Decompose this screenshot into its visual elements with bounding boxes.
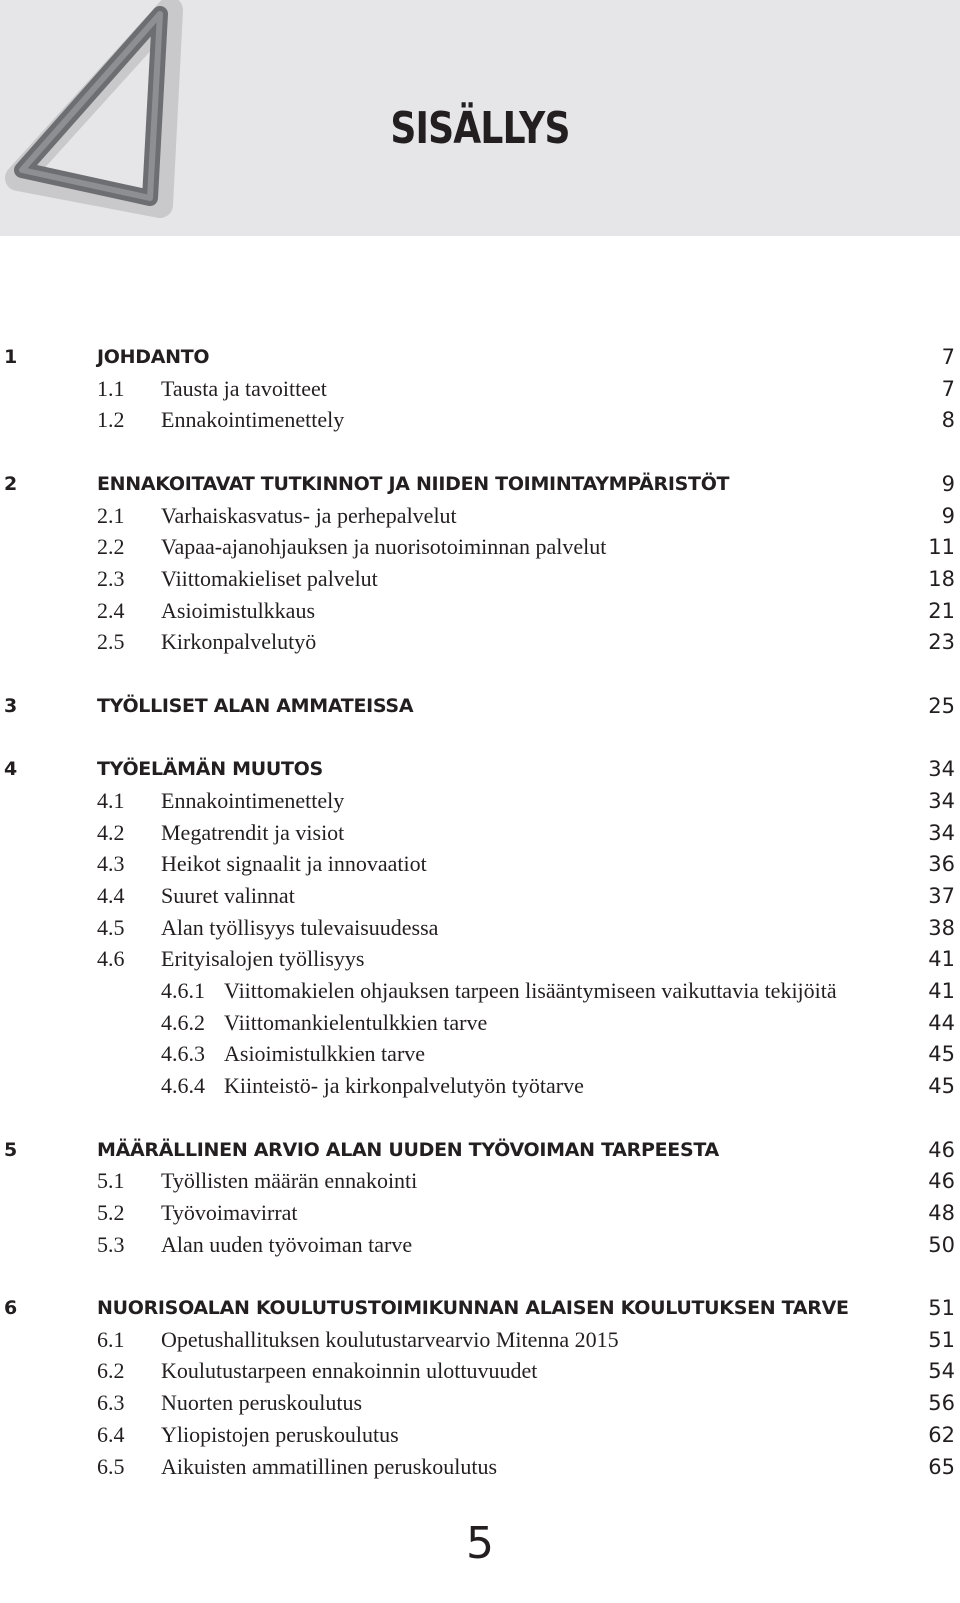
toc-entry-number: 3 bbox=[4, 694, 18, 717]
toc-entry-page: 8 bbox=[941, 408, 955, 433]
toc-entry-number: 4.2 bbox=[97, 819, 125, 845]
toc-entry-number: 4.4 bbox=[97, 882, 125, 908]
toc-entry-page: 34 bbox=[928, 820, 955, 845]
toc-entry-title: Viittomakielen ohjauksen tarpeen lisääntymiseen vaikuttavia tekijöitä bbox=[224, 978, 837, 1003]
toc-entry-number: 5.2 bbox=[97, 1199, 125, 1225]
toc-entry-title: Alan uuden työvoiman tarve bbox=[161, 1231, 413, 1257]
toc-sub-row bbox=[0, 975, 960, 1007]
toc-sec-row bbox=[0, 1451, 960, 1483]
toc-entry-page: 25 bbox=[928, 693, 955, 718]
toc-entry-title: TYÖELÄMÄN MUUTOS bbox=[97, 758, 323, 781]
toc-sec-row bbox=[0, 531, 960, 563]
toc-entry-title: Koulutustarpeen ennakoinnin ulottuvuudet bbox=[161, 1358, 538, 1384]
toc-ch-row bbox=[0, 1134, 960, 1166]
toc-entry-page: 50 bbox=[928, 1232, 955, 1257]
toc-entry-number: 4.6.1 bbox=[161, 978, 205, 1003]
toc-ch-row bbox=[0, 753, 960, 785]
toc-entry-title: Ennakointimenettely bbox=[161, 407, 345, 433]
toc-entry-page: 23 bbox=[928, 630, 955, 655]
toc-entry-page: 9 bbox=[941, 503, 955, 528]
toc-sec-row bbox=[0, 848, 960, 880]
toc-entry-title: Megatrendit ja visiot bbox=[161, 819, 345, 845]
toc-entry-page: 9 bbox=[941, 471, 955, 496]
toc-entry-title: Asioimistulkkien tarve bbox=[224, 1041, 426, 1067]
toc-entry-number: 1 bbox=[4, 346, 18, 368]
toc-sec-row bbox=[0, 500, 960, 532]
toc-entry-page: 41 bbox=[928, 979, 955, 1003]
toc-ch-row bbox=[0, 690, 960, 722]
toc-entry-title: Viittomakieliset palvelut bbox=[161, 565, 378, 591]
toc-entry-page: 46 bbox=[928, 1169, 955, 1194]
toc-entry-title: Varhaiskasvatus- ja perhepalvelut bbox=[161, 502, 457, 528]
toc-entry-title: Työllisten määrän ennakointi bbox=[161, 1168, 418, 1194]
toc-entry-number: 5.1 bbox=[97, 1168, 125, 1194]
toc-entry-number: 1.1 bbox=[97, 375, 125, 401]
toc-sub-row bbox=[0, 1070, 960, 1102]
toc-entry-number: 1.2 bbox=[97, 407, 125, 433]
toc-entry-page: 21 bbox=[928, 598, 955, 623]
toc-entry-number: 6.5 bbox=[97, 1453, 125, 1479]
toc-entry-title: Kirkonpalvelutyö bbox=[161, 629, 317, 655]
toc-entry-number: 2.5 bbox=[97, 629, 125, 655]
toc-entry-page: 36 bbox=[928, 852, 955, 877]
toc-sec-row bbox=[0, 563, 960, 595]
toc-entry-title: Asioimistulkkaus bbox=[161, 597, 316, 623]
toc-entry-number: 6.2 bbox=[97, 1358, 125, 1384]
toc-entry-title: Suuret valinnat bbox=[161, 882, 295, 908]
toc-entry-title: Ennakointimenettely bbox=[161, 787, 345, 813]
toc-entry-number: 4.1 bbox=[97, 787, 125, 813]
toc-entry-page: 62 bbox=[928, 1422, 955, 1447]
toc-entry-number: 2.2 bbox=[97, 534, 125, 560]
toc-entry-title: MÄÄRÄLLINEN ARVIO ALAN UUDEN TYÖVOIMAN TARPEESTA bbox=[97, 1138, 719, 1161]
toc-entry-number: 6 bbox=[4, 1297, 18, 1319]
toc-entry-title: Opetushallituksen koulutustarvearvio Mitenna 2015 bbox=[161, 1326, 619, 1352]
toc-entry-page: 37 bbox=[928, 883, 955, 908]
toc-entry-title: TYÖLLISET ALAN AMMATEISSA bbox=[97, 694, 414, 717]
toc-sec-row bbox=[0, 817, 960, 849]
toc-entry-title: JOHDANTO bbox=[97, 346, 210, 368]
toc-entry-page: 51 bbox=[928, 1327, 955, 1352]
toc-entry-page: 56 bbox=[928, 1391, 955, 1416]
toc-sub-row bbox=[0, 1038, 960, 1070]
toc-entry-page: 48 bbox=[928, 1200, 955, 1225]
toc-entry-page: 7 bbox=[941, 345, 955, 369]
toc-entry-title: ENNAKOITAVAT TUTKINNOT JA NIIDEN TOIMINTAYMPÄRISTÖT bbox=[97, 472, 730, 495]
toc-entry-page: 38 bbox=[928, 915, 955, 940]
toc-entry-number: 4.6 bbox=[97, 946, 125, 972]
toc-entry-page: 44 bbox=[928, 1010, 955, 1035]
toc-sec-row bbox=[0, 1197, 960, 1229]
toc-entry-number: 5 bbox=[4, 1138, 18, 1161]
toc-entry-title: NUORISOALAN KOULUTUSTOIMIKUNNAN ALAISEN KOULUTUKSEN TARVE bbox=[97, 1297, 849, 1319]
toc-entry-page: 45 bbox=[928, 1074, 955, 1099]
page-title: SISÄLLYS bbox=[390, 103, 570, 154]
toc-entry-number: 2.4 bbox=[97, 597, 125, 623]
toc-entry-number: 2 bbox=[4, 472, 18, 495]
toc-entry-page: 7 bbox=[941, 376, 955, 401]
toc-sec-row bbox=[0, 1387, 960, 1419]
page-number: 5 bbox=[466, 1518, 494, 1569]
toc-entry-page: 41 bbox=[928, 947, 955, 972]
toc-entry-page: 54 bbox=[928, 1359, 955, 1384]
toc-sec-row bbox=[0, 626, 960, 658]
toc-sec-row bbox=[0, 912, 960, 944]
toc-entry-page: 11 bbox=[928, 535, 955, 560]
toc-entry-page: 51 bbox=[928, 1296, 955, 1320]
toc-entry-number: 6.3 bbox=[97, 1390, 125, 1416]
toc-sec-row bbox=[0, 373, 960, 405]
toc-ch-row bbox=[0, 468, 960, 500]
toc-entry-number: 4.5 bbox=[97, 914, 125, 940]
toc-entry-number: 6.1 bbox=[97, 1326, 125, 1352]
toc-sec-row bbox=[0, 1355, 960, 1387]
toc-entry-title: Alan työllisyys tulevaisuudessa bbox=[161, 914, 439, 940]
toc-entry-number: 4.3 bbox=[97, 851, 125, 877]
toc-entry-title: Yliopistojen peruskoulutus bbox=[161, 1421, 399, 1447]
toc-entry-page: 18 bbox=[928, 566, 955, 591]
toc-entry-title: Vapaa-ajanohjauksen ja nuorisotoiminnan palvelut bbox=[161, 534, 607, 560]
toc-sec-row bbox=[0, 1229, 960, 1261]
toc-entry-number: 4.6.3 bbox=[161, 1041, 205, 1067]
toc-entry-page: 45 bbox=[928, 1042, 955, 1067]
toc-sec-row bbox=[0, 404, 960, 436]
toc-entry-title: Nuorten peruskoulutus bbox=[161, 1390, 363, 1416]
toc-entry-page: 34 bbox=[928, 788, 955, 813]
toc-ch-row bbox=[0, 1292, 960, 1324]
toc-entry-page: 65 bbox=[928, 1454, 955, 1479]
toc-entry-number: 4.6.2 bbox=[161, 1009, 205, 1035]
toc-sec-row bbox=[0, 1419, 960, 1451]
toc-sec-row bbox=[0, 595, 960, 627]
toc-sub-row bbox=[0, 1007, 960, 1039]
toc-entry-number: 2.3 bbox=[97, 565, 125, 591]
toc-sec-row bbox=[0, 1324, 960, 1356]
toc-entry-title: Heikot signaalit ja innovaatiot bbox=[161, 851, 427, 877]
toc-entry-number: 6.4 bbox=[97, 1421, 125, 1447]
toc-entry-number: 5.3 bbox=[97, 1231, 125, 1257]
toc-entry-number: 4 bbox=[4, 758, 18, 781]
toc-entry-page: 46 bbox=[928, 1137, 955, 1162]
toc-sec-row bbox=[0, 1165, 960, 1197]
toc-entry-title: Aikuisten ammatillinen peruskoulutus bbox=[161, 1453, 498, 1479]
toc-sec-row bbox=[0, 943, 960, 975]
toc-entry-title: Työvoimavirrat bbox=[161, 1199, 298, 1225]
toc-sec-row bbox=[0, 880, 960, 912]
toc-entry-title: Tausta ja tavoitteet bbox=[161, 375, 327, 401]
toc-sec-row bbox=[0, 785, 960, 817]
toc-ch-row bbox=[0, 341, 960, 373]
toc-entry-title: Kiinteistö- ja kirkonpalvelutyön työtarve bbox=[224, 1073, 584, 1099]
toc-entry-number: 4.6.4 bbox=[161, 1073, 205, 1099]
toc-entry-page: 34 bbox=[928, 757, 955, 782]
toc-entry-title: Erityisalojen työllisyys bbox=[161, 946, 365, 972]
toc-entry-number: 2.1 bbox=[97, 502, 125, 528]
toc-entry-title: Viittomankielentulkkien tarve bbox=[224, 1009, 488, 1035]
